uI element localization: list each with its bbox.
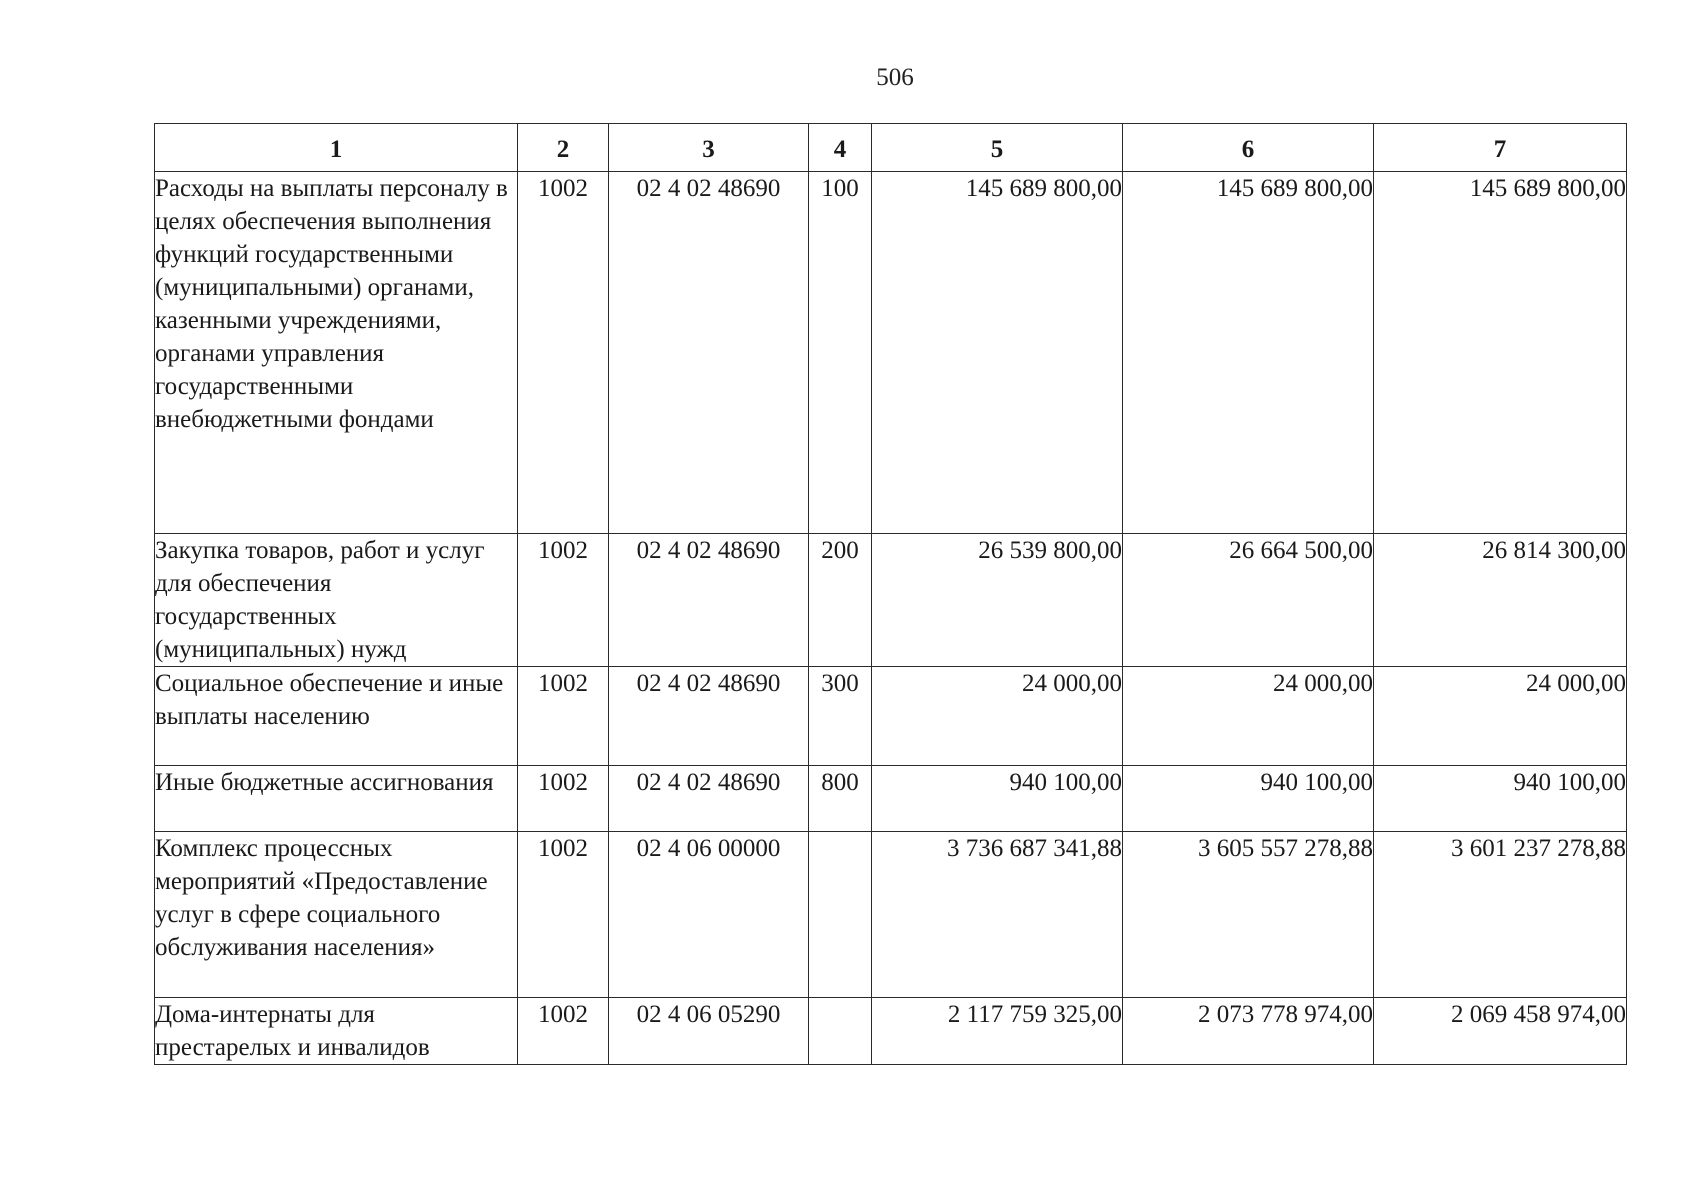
expense-type: 300 xyxy=(809,667,872,766)
expense-type: 100 xyxy=(809,172,872,534)
expense-type: 800 xyxy=(809,766,872,832)
target-code: 02 4 02 48690 xyxy=(609,766,809,832)
amount-col5: 26 539 800,00 xyxy=(872,534,1123,667)
header-row xyxy=(155,124,1627,172)
column-header: 1 xyxy=(155,124,518,172)
amount-col5: 3 736 687 341,88 xyxy=(872,832,1123,998)
expense-name: Иные бюджетные ассигнования xyxy=(155,766,518,832)
expense-type: 200 xyxy=(809,534,872,667)
column-header: 4 xyxy=(809,124,872,172)
budget-table xyxy=(154,123,1627,1065)
amount-col5: 24 000,00 xyxy=(872,667,1123,766)
table-row xyxy=(155,667,1627,766)
target-code: 02 4 02 48690 xyxy=(609,667,809,766)
section-code: 1002 xyxy=(518,172,609,534)
amount-col7: 2 069 458 974,00 xyxy=(1374,998,1627,1065)
table-row xyxy=(155,172,1627,534)
expense-name: Комплекс процессных мероприятий «Предоставление услуг в сфере социального обслуживания населения» xyxy=(155,832,518,998)
column-header: 3 xyxy=(609,124,809,172)
amount-col7: 24 000,00 xyxy=(1374,667,1627,766)
amount-col6: 3 605 557 278,88 xyxy=(1123,832,1374,998)
amount-col5: 2 117 759 325,00 xyxy=(872,998,1123,1065)
amount-col7: 940 100,00 xyxy=(1374,766,1627,832)
expense-type xyxy=(809,832,872,998)
table-row xyxy=(155,766,1627,832)
table-row xyxy=(155,998,1627,1065)
amount-col6: 2 073 778 974,00 xyxy=(1123,998,1374,1065)
section-code: 1002 xyxy=(518,766,609,832)
column-header: 6 xyxy=(1123,124,1374,172)
amount-col7: 3 601 237 278,88 xyxy=(1374,832,1627,998)
section-code: 1002 xyxy=(518,534,609,667)
target-code: 02 4 02 48690 xyxy=(609,534,809,667)
target-code: 02 4 02 48690 xyxy=(609,172,809,534)
table-row xyxy=(155,534,1627,667)
amount-col7: 145 689 800,00 xyxy=(1374,172,1627,534)
amount-col6: 940 100,00 xyxy=(1123,766,1374,832)
amount-col6: 24 000,00 xyxy=(1123,667,1374,766)
column-header: 5 xyxy=(872,124,1123,172)
target-code: 02 4 06 05290 xyxy=(609,998,809,1065)
amount-col7: 26 814 300,00 xyxy=(1374,534,1627,667)
column-header: 2 xyxy=(518,124,609,172)
expense-name: Дома-интернаты для престарелых и инвалидов xyxy=(155,998,518,1065)
amount-col5: 145 689 800,00 xyxy=(872,172,1123,534)
section-code: 1002 xyxy=(518,998,609,1065)
expense-type xyxy=(809,998,872,1065)
target-code: 02 4 06 00000 xyxy=(609,832,809,998)
amount-col6: 26 664 500,00 xyxy=(1123,534,1374,667)
amount-col5: 940 100,00 xyxy=(872,766,1123,832)
section-code: 1002 xyxy=(518,667,609,766)
expense-name: Социальное обеспечение и иные выплаты населению xyxy=(155,667,518,766)
section-code: 1002 xyxy=(518,832,609,998)
expense-name: Закупка товаров, работ и услуг для обеспечения государственных (муниципальных) нужд xyxy=(155,534,518,667)
amount-col6: 145 689 800,00 xyxy=(1123,172,1374,534)
table-row xyxy=(155,832,1627,998)
column-header: 7 xyxy=(1374,124,1627,172)
page-number: 506 xyxy=(876,64,914,91)
expense-name: Расходы на выплаты персоналу в целях обеспечения выполнения функций государственными (муниципальными) органами, казенными учреждениями, органами управления государственными внебюджетными фондами xyxy=(155,172,518,534)
